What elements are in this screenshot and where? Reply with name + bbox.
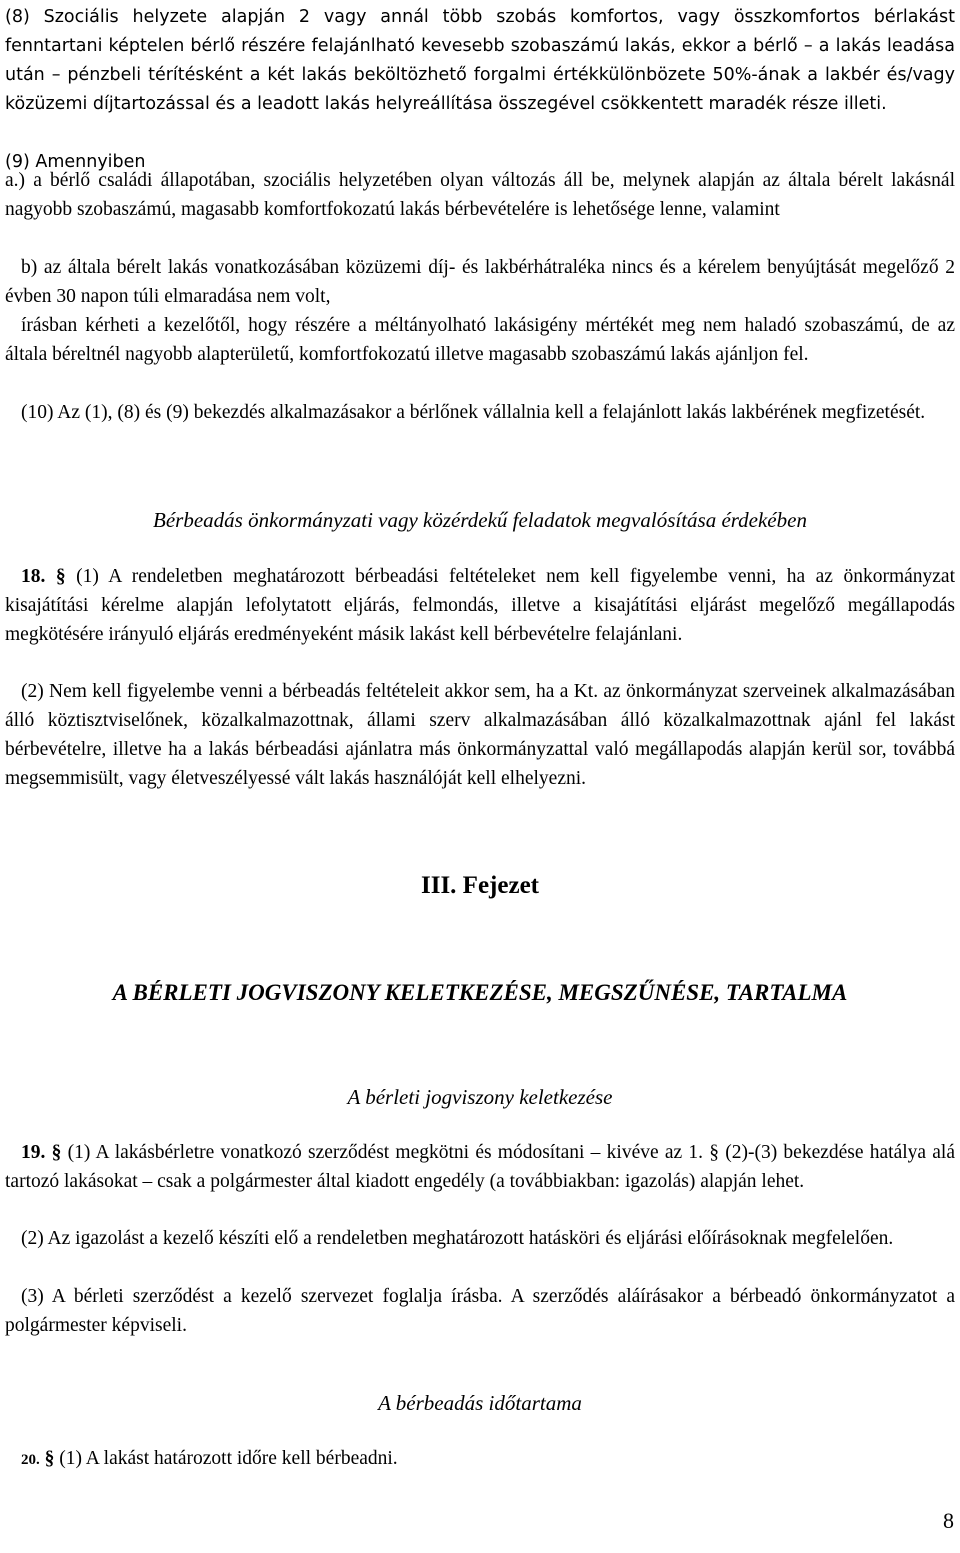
paragraph-10: (10) Az (1), (8) és (9) bekezdés alkalmazásakor a bérlőnek vállalnia kell a felajánlott lakás lakbérének megfizetését. bbox=[21, 402, 926, 423]
section-18-para-2: (2) Nem kell figyelembe venni a bérbeadás feltételeit akkor sem, ha a Kt. az önkormányzat szerveinek alkalmazásában álló köztisztviselőnek, közalkalmazottnak, állami szerv alkalmazásában álló közalkalmazottnak ajánl fel lakást bérbevételre, illetve ha a lakás bérbeadási ajánlatra más önkormányzattal való megállapodás alapján kerül sor, továbbá megsemmisült, vagy életveszélyessé vált lakás használóját kell elhelyezni. bbox=[5, 681, 955, 789]
paragraph-9-c: írásban kérheti a kezelőtől, hogy részére a méltányolható lakásigény mértékét meg nem haladó szobaszámú, de az általa béreltnél nagyobb alapterületű, komfortfokozatú illetve magasabb szobaszámú lakás ajánljon fel. bbox=[5, 315, 955, 365]
paragraph-9-intro: (9) Amennyiben bbox=[5, 152, 146, 172]
paragraph-9-b: b) az általa bérelt lakás vonatkozásában közüzemi díj- és lakbérhátraléka nincs és a kérelem benyújtását megelőző 2 évben 30 napon túli elmaradása nem volt, bbox=[5, 257, 955, 307]
section-19-para-2: (2) Az igazolást a kezelő készíti elő a rendeletben meghatározott hatásköri és eljárási előírásoknak megfelelően. bbox=[21, 1228, 894, 1249]
section-text: (1) A lakást határozott időre kell bérbeadni. bbox=[59, 1448, 398, 1469]
section-20-para-1 bbox=[5, 1444, 955, 1475]
section-sign: § bbox=[44, 1448, 55, 1469]
section-18-para-1 bbox=[5, 562, 955, 649]
section-text: (1) A lakásbérletre vonatkozó szerződést megkötni és módosítani – kivéve az 1. § (2)-(3) bekezdése hatálya alá tartozó lakásokat – csak a polgármester által kiadott engedély (a továbbiakban: igazolás) alapján lehet. bbox=[5, 1142, 956, 1192]
chapter-title: A BÉRLETI JOGVISZONY KELETKEZÉSE, MEGSZŰNÉSE, TARTALMA bbox=[112, 980, 848, 1005]
section-number: 18. bbox=[21, 566, 46, 587]
section-text: (1) A rendeletben meghatározott bérbeadási feltételeket nem kell figyelembe venni, ha az önkormányzat kisajátítási kérelme alapján lefolytatott eljárás, felmondás, illetve a kisajátítási eljárást megelőző megállapodás megkötésére irányuló eljárás eredményeként másik lakást kell bérbevételre felajánlani. bbox=[5, 566, 955, 645]
section-sign: § bbox=[55, 566, 66, 587]
page-number: 8 bbox=[943, 1508, 954, 1533]
chapter-heading: III. Fejezet bbox=[421, 872, 539, 899]
section-19-para-3: (3) A bérleti szerződést a kezelő szervezet foglalja írásba. A szerződés aláírásakor a bérbeadó önkormányzatot a polgármester képviseli. bbox=[5, 1286, 955, 1336]
heading-keletkezes: A bérleti jogviszony keletkezése bbox=[347, 1085, 613, 1109]
section-19-para-1 bbox=[5, 1138, 955, 1196]
heading-idotartam: A bérbeadás időtartama bbox=[378, 1391, 582, 1415]
paragraph-9-a: a.) a bérlő családi állapotában, szociális helyzetében olyan változás áll be, melynek alapján az általa bérelt lakásnál nagyobb szobaszámú, magasabb komfortfokozatú lakás bérbevételére is lehetősége lenne, valamint bbox=[5, 170, 955, 220]
section-number: 20. bbox=[21, 1452, 40, 1468]
heading-berbeadas: Bérbeadás önkormányzati vagy közérdekű feladatok megvalósítása érdekében bbox=[153, 508, 807, 532]
section-sign: § bbox=[51, 1142, 62, 1163]
section-number: 19. bbox=[21, 1142, 46, 1163]
paragraph-8: (8) Szociális helyzete alapján 2 vagy annál több szobás komfortos, vagy összkomfortos bérlakást fenntartani képtelen bérlő részére felajánlható kevesebb szobaszámú lakás, ekkor a bérlő – a lakás leadása után – pénzbeli térítésként a két lakás beköltözhető forgalmi értékkülönbözete 50%-ának a lakbér és/vagy közüzemi díjtartozással és a leadott lakás helyreállítása összegével csökkentett maradék része illeti. bbox=[5, 7, 955, 114]
